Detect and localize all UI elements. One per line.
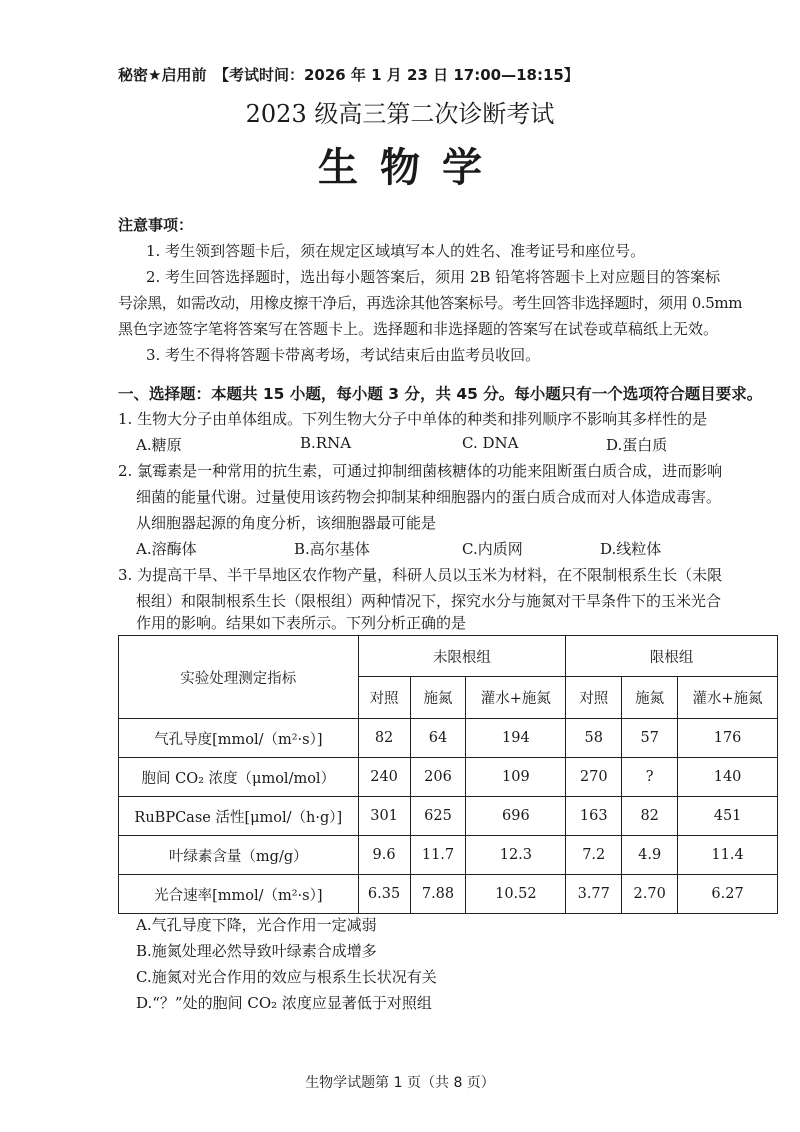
subheader-cell: 施氮 (622, 677, 678, 719)
q3-option-a: A.气孔导度下降，光合作用一定减弱 (136, 916, 377, 934)
table-cell: 64 (410, 719, 466, 758)
confidential-header: 秘密★启用前 【考试时间：2026 年 1 月 23 日 17:00—18:15】 (118, 66, 579, 84)
table-cell: 451 (678, 797, 778, 836)
subheader-cell: 对照 (358, 677, 410, 719)
table-row (119, 875, 778, 914)
notice-line-4: 黑色字迹签字笔将答案写在答题卡上。选择题和非选择题的答案写在试卷或草稿纸上无效。 (118, 320, 719, 338)
group-header-unrestricted: 未限根组 (358, 636, 566, 677)
q3-option-b: B.施氮处理必然导致叶绿素合成增多 (136, 942, 377, 960)
table-cell: 82 (622, 797, 678, 836)
table-cell: 7.2 (566, 836, 622, 875)
notice-line-3: 号涂黑，如需改动，用橡皮擦干净后，再选涂其他答案标号。考生回答非选择题时，须用 0.5mm (118, 294, 743, 312)
notice-heading: 注意事项： (118, 216, 194, 234)
table-cell: ? (622, 758, 678, 797)
section-heading: 一、选择题：本题共 15 小题，每小题 3 分，共 45 分。每小题只有一个选项符合题目要求。 (118, 385, 763, 403)
q2-option-b: B.高尔基体 (294, 540, 370, 558)
row-label: RuBPCase 活性[μmol/（h·g）] (119, 797, 359, 836)
table-cell: 58 (566, 719, 622, 758)
table-cell: 176 (678, 719, 778, 758)
row-label: 胞间 CO₂ 浓度（μmol/mol） (119, 758, 359, 797)
table-cell: 240 (358, 758, 410, 797)
q2-line-1: 2. 氯霉素是一种常用的抗生素，可通过抑制细菌核糖体的功能来阻断蛋白质合成，进而影响 (118, 462, 723, 480)
table-cell: 12.3 (466, 836, 566, 875)
row-label: 气孔导度[mmol/（m²·s）] (119, 719, 359, 758)
q2-line-3: 从细胞器起源的角度分析，该细胞器最可能是 (136, 514, 437, 532)
table-cell: 301 (358, 797, 410, 836)
table-cell: 10.52 (466, 875, 566, 914)
q1-option-a: A.糖原 (136, 436, 182, 454)
q2-option-c: C.内质网 (462, 540, 523, 558)
table-cell: 625 (410, 797, 466, 836)
table-row (119, 758, 778, 797)
table-cell: 270 (566, 758, 622, 797)
table-cell: 696 (466, 797, 566, 836)
table-cell: 206 (410, 758, 466, 797)
exam-title: 生物学 (318, 144, 504, 191)
group-header-restricted: 限根组 (566, 636, 778, 677)
table-cell: 57 (622, 719, 678, 758)
page-footer: 生物学试题第 1 页（共 8 页） (305, 1075, 495, 1091)
table-cell: 2.70 (622, 875, 678, 914)
table-row (119, 719, 778, 758)
table-cell: 11.7 (410, 836, 466, 875)
table-cell: 6.27 (678, 875, 778, 914)
q3-line-3: 作用的影响。结果如下表所示。下列分析正确的是 (136, 614, 467, 632)
results-table (118, 635, 778, 914)
subheader-cell: 灌水+施氮 (678, 677, 778, 719)
subheader-cell: 灌水+施氮 (466, 677, 566, 719)
table-row (119, 836, 778, 875)
q1-option-b: B.RNA (300, 434, 352, 452)
q1-stem: 1. 生物大分子由单体组成。下列生物大分子中单体的种类和排列顺序不影响其多样性的是 (118, 410, 708, 428)
table-row (119, 797, 778, 836)
table-header-row (119, 636, 778, 677)
row-label: 光合速率[mmol/（m²·s）] (119, 875, 359, 914)
table-corner-header: 实验处理测定指标 (119, 636, 359, 719)
notice-line-1: 1. 考生领到答题卡后，须在规定区域填写本人的姓名、准考证号和座位号。 (146, 242, 646, 260)
row-label: 叶绿素含量（mg/g） (119, 836, 359, 875)
table-cell: 194 (466, 719, 566, 758)
notice-line-5: 3. 考生不得将答题卡带离考场，考试结束后由监考员收回。 (146, 346, 541, 364)
notice-line-2: 2. 考生回答选择题时，选出每小题答案后，须用 2B 铅笔将答题卡上对应题目的答案标 (146, 268, 721, 286)
exam-subtitle: 2023 级高三第二次诊断考试 (245, 100, 555, 128)
table-cell: 140 (678, 758, 778, 797)
q1-option-c: C. DNA (462, 434, 519, 452)
q2-line-2: 细菌的能量代谢。过量使用该药物会抑制某种细胞器内的蛋白质合成而对人体造成毒害。 (136, 488, 722, 506)
q3-line-2: 根组）和限制根系生长（限根组）两种情况下，探究水分与施氮对干旱条件下的玉米光合 (136, 592, 722, 610)
q1-option-d: D.蛋白质 (606, 436, 668, 454)
table-cell: 109 (466, 758, 566, 797)
table-cell: 4.9 (622, 836, 678, 875)
table-cell: 6.35 (358, 875, 410, 914)
q3-line-1: 3. 为提高干旱、半干旱地区农作物产量，科研人员以玉米为材料，在不限制根系生长（未限 (118, 566, 723, 584)
q3-option-c: C.施氮对光合作用的效应与根系生长状况有关 (136, 968, 437, 986)
subheader-cell: 对照 (566, 677, 622, 719)
table-cell: 9.6 (358, 836, 410, 875)
q2-option-d: D.线粒体 (600, 540, 662, 558)
table-cell: 82 (358, 719, 410, 758)
q3-option-d: D.“？”处的胞间 CO₂ 浓度应显著低于对照组 (136, 994, 432, 1012)
table-cell: 163 (566, 797, 622, 836)
table-cell: 3.77 (566, 875, 622, 914)
table-cell: 11.4 (678, 836, 778, 875)
table-cell: 7.88 (410, 875, 466, 914)
subheader-cell: 施氮 (410, 677, 466, 719)
q2-option-a: A.溶酶体 (136, 540, 197, 558)
